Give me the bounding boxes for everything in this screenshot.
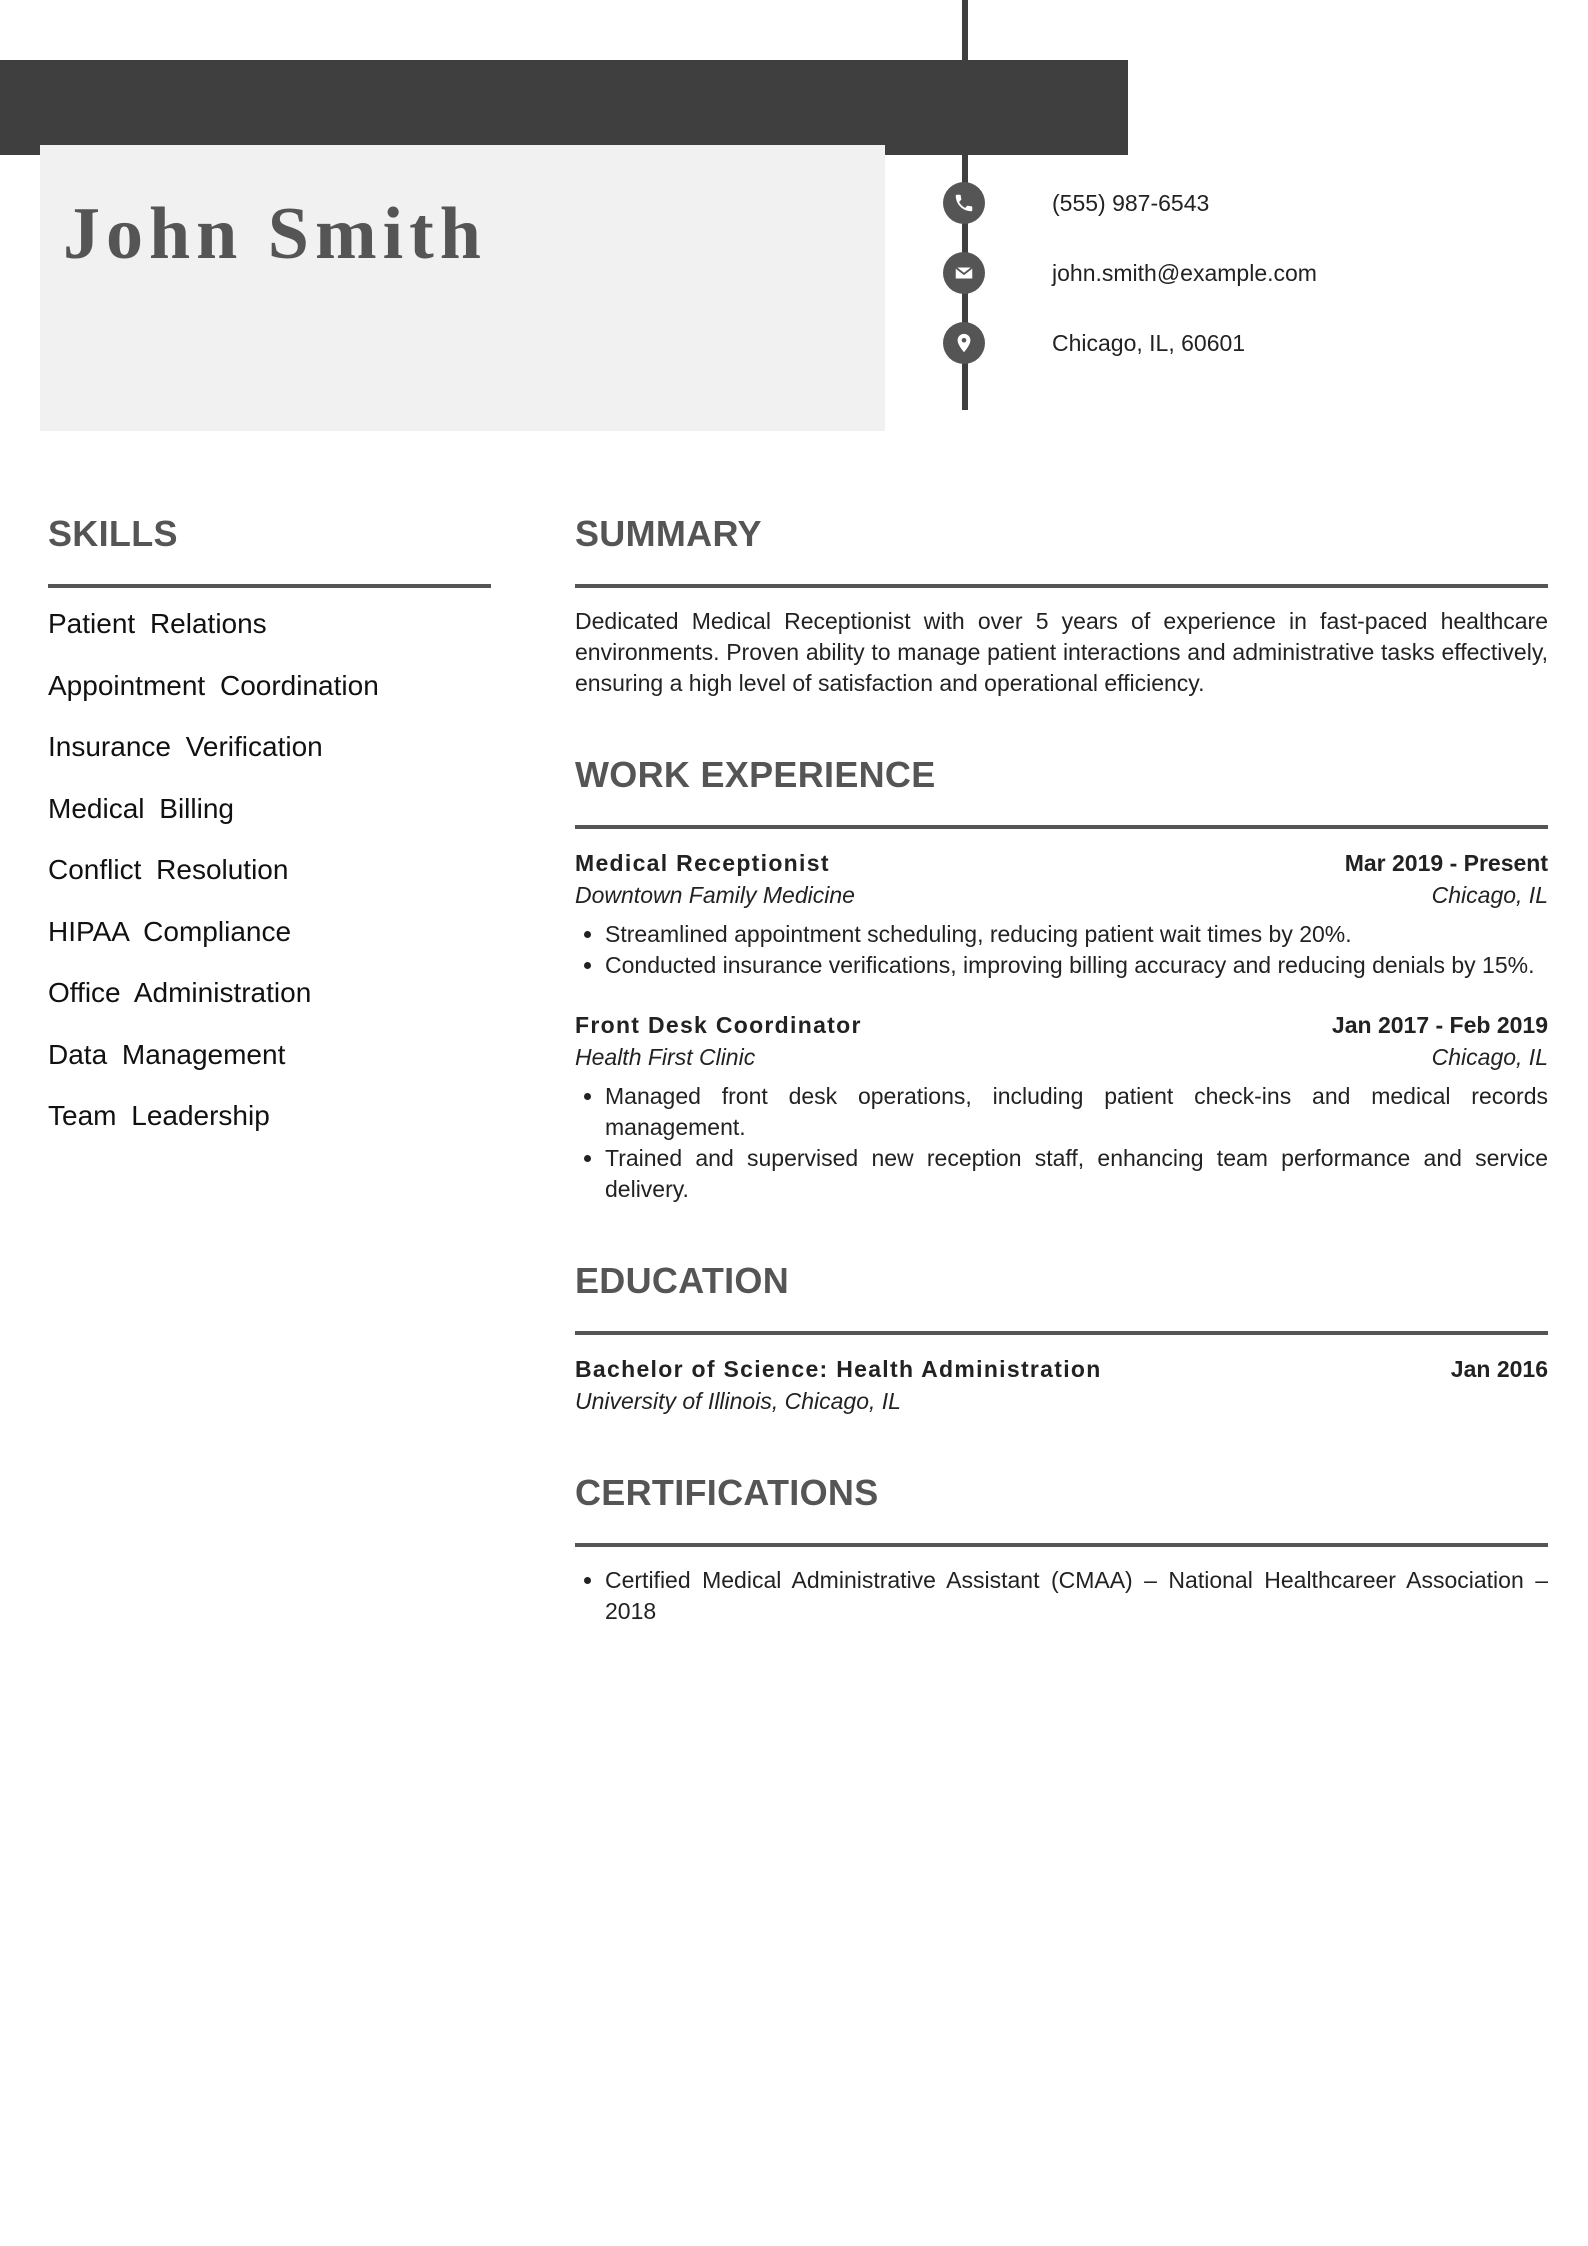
skill-item: Conflict Resolution — [48, 854, 289, 885]
job-bullet: • Streamlined appointment scheduling, reducing patient wait times by 20%. — [605, 919, 1548, 950]
skill-item: Patient Relations — [48, 608, 267, 639]
envelope-icon — [943, 252, 985, 294]
school-name: University of Illinois, Chicago, IL — [575, 1388, 901, 1414]
job-location: Chicago, IL — [1431, 882, 1548, 908]
job-title: Medical Receptionist — [575, 850, 830, 876]
experience-section — [575, 751, 1548, 1205]
contact-email — [943, 251, 1317, 295]
summary-heading: SUMMARY — [575, 513, 762, 554]
job-bullet: • Conducted insurance verifications, improving billing accuracy and reducing denials by 15%. — [605, 950, 1548, 981]
education-heading: EDUCATION — [575, 1260, 790, 1301]
right-column — [575, 510, 1548, 1627]
skill-item: HIPAA Compliance — [48, 915, 292, 947]
skill-item: Office Administration — [48, 977, 312, 1008]
email-text: john.smith@example.com — [1052, 259, 1317, 286]
experience-heading: WORK EXPERIENCE — [575, 754, 936, 795]
skill-item: Team Leadership — [48, 1100, 270, 1131]
location-text: Chicago, IL, 60601 — [1052, 329, 1246, 356]
job-bullet: • Managed front desk operations, including patient check-ins and medical records management. — [605, 1081, 1548, 1143]
contact-location — [943, 321, 1245, 365]
degree-date: Jan 2016 — [1450, 1356, 1548, 1382]
left-column — [48, 510, 491, 1160]
certification-item: • Certified Medical Administrative Assistant (CMAA) – National Healthcareer Association – 2018 — [605, 1565, 1548, 1627]
job-dates: Mar 2019 - Present — [1344, 850, 1548, 876]
certifications-divider — [575, 1543, 1548, 1547]
summary-section — [575, 510, 1548, 699]
summary-divider — [575, 584, 1548, 588]
job-employer: Health First Clinic — [575, 1044, 756, 1070]
job-bullet: • Trained and supervised new reception staff, enhancing team performance and service delivery. — [605, 1143, 1548, 1205]
skill-item: Medical Billing — [48, 792, 234, 824]
header-bar — [0, 60, 1128, 155]
job-entry — [575, 1009, 1548, 1205]
skills-heading: SKILLS — [48, 513, 178, 554]
contact-phone — [943, 181, 1209, 225]
job-dates: Jan 2017 - Feb 2019 — [1331, 1012, 1548, 1038]
job-employer: Downtown Family Medicine — [575, 882, 855, 908]
certifications-heading: CERTIFICATIONS — [575, 1472, 879, 1513]
skills-divider — [48, 584, 491, 588]
job-location: Chicago, IL — [1431, 1044, 1548, 1070]
map-pin-icon — [943, 322, 985, 364]
phone-icon — [943, 182, 985, 224]
education-section — [575, 1257, 1548, 1417]
job-entry — [575, 847, 1548, 981]
candidate-name: John Smith — [63, 193, 487, 275]
degree-title: Bachelor of Science: Health Administration — [575, 1356, 1102, 1382]
job-title: Front Desk Coordinator — [575, 1012, 862, 1038]
experience-divider — [575, 825, 1548, 829]
skill-item: Appointment Coordination — [48, 669, 379, 701]
name-panel — [40, 145, 885, 431]
certifications-list — [575, 1565, 1548, 1627]
job-bullets — [575, 919, 1548, 981]
education-divider — [575, 1331, 1548, 1335]
phone-text: (555) 987-6543 — [1052, 189, 1210, 216]
skill-item: Data Management — [48, 1038, 286, 1070]
skills-list — [48, 606, 491, 1160]
summary-text: Dedicated Medical Receptionist with over 5 years of experience in fast-paced healthcare environments. Proven ability to manage patient interactions and administrative tasks effectively, ensuring a high level of satisfaction and operational efficiency. — [575, 608, 1548, 696]
education-entry — [575, 1353, 1548, 1417]
certifications-section — [575, 1469, 1548, 1627]
skill-item: Insurance Verification — [48, 731, 323, 762]
job-bullets — [575, 1081, 1548, 1205]
